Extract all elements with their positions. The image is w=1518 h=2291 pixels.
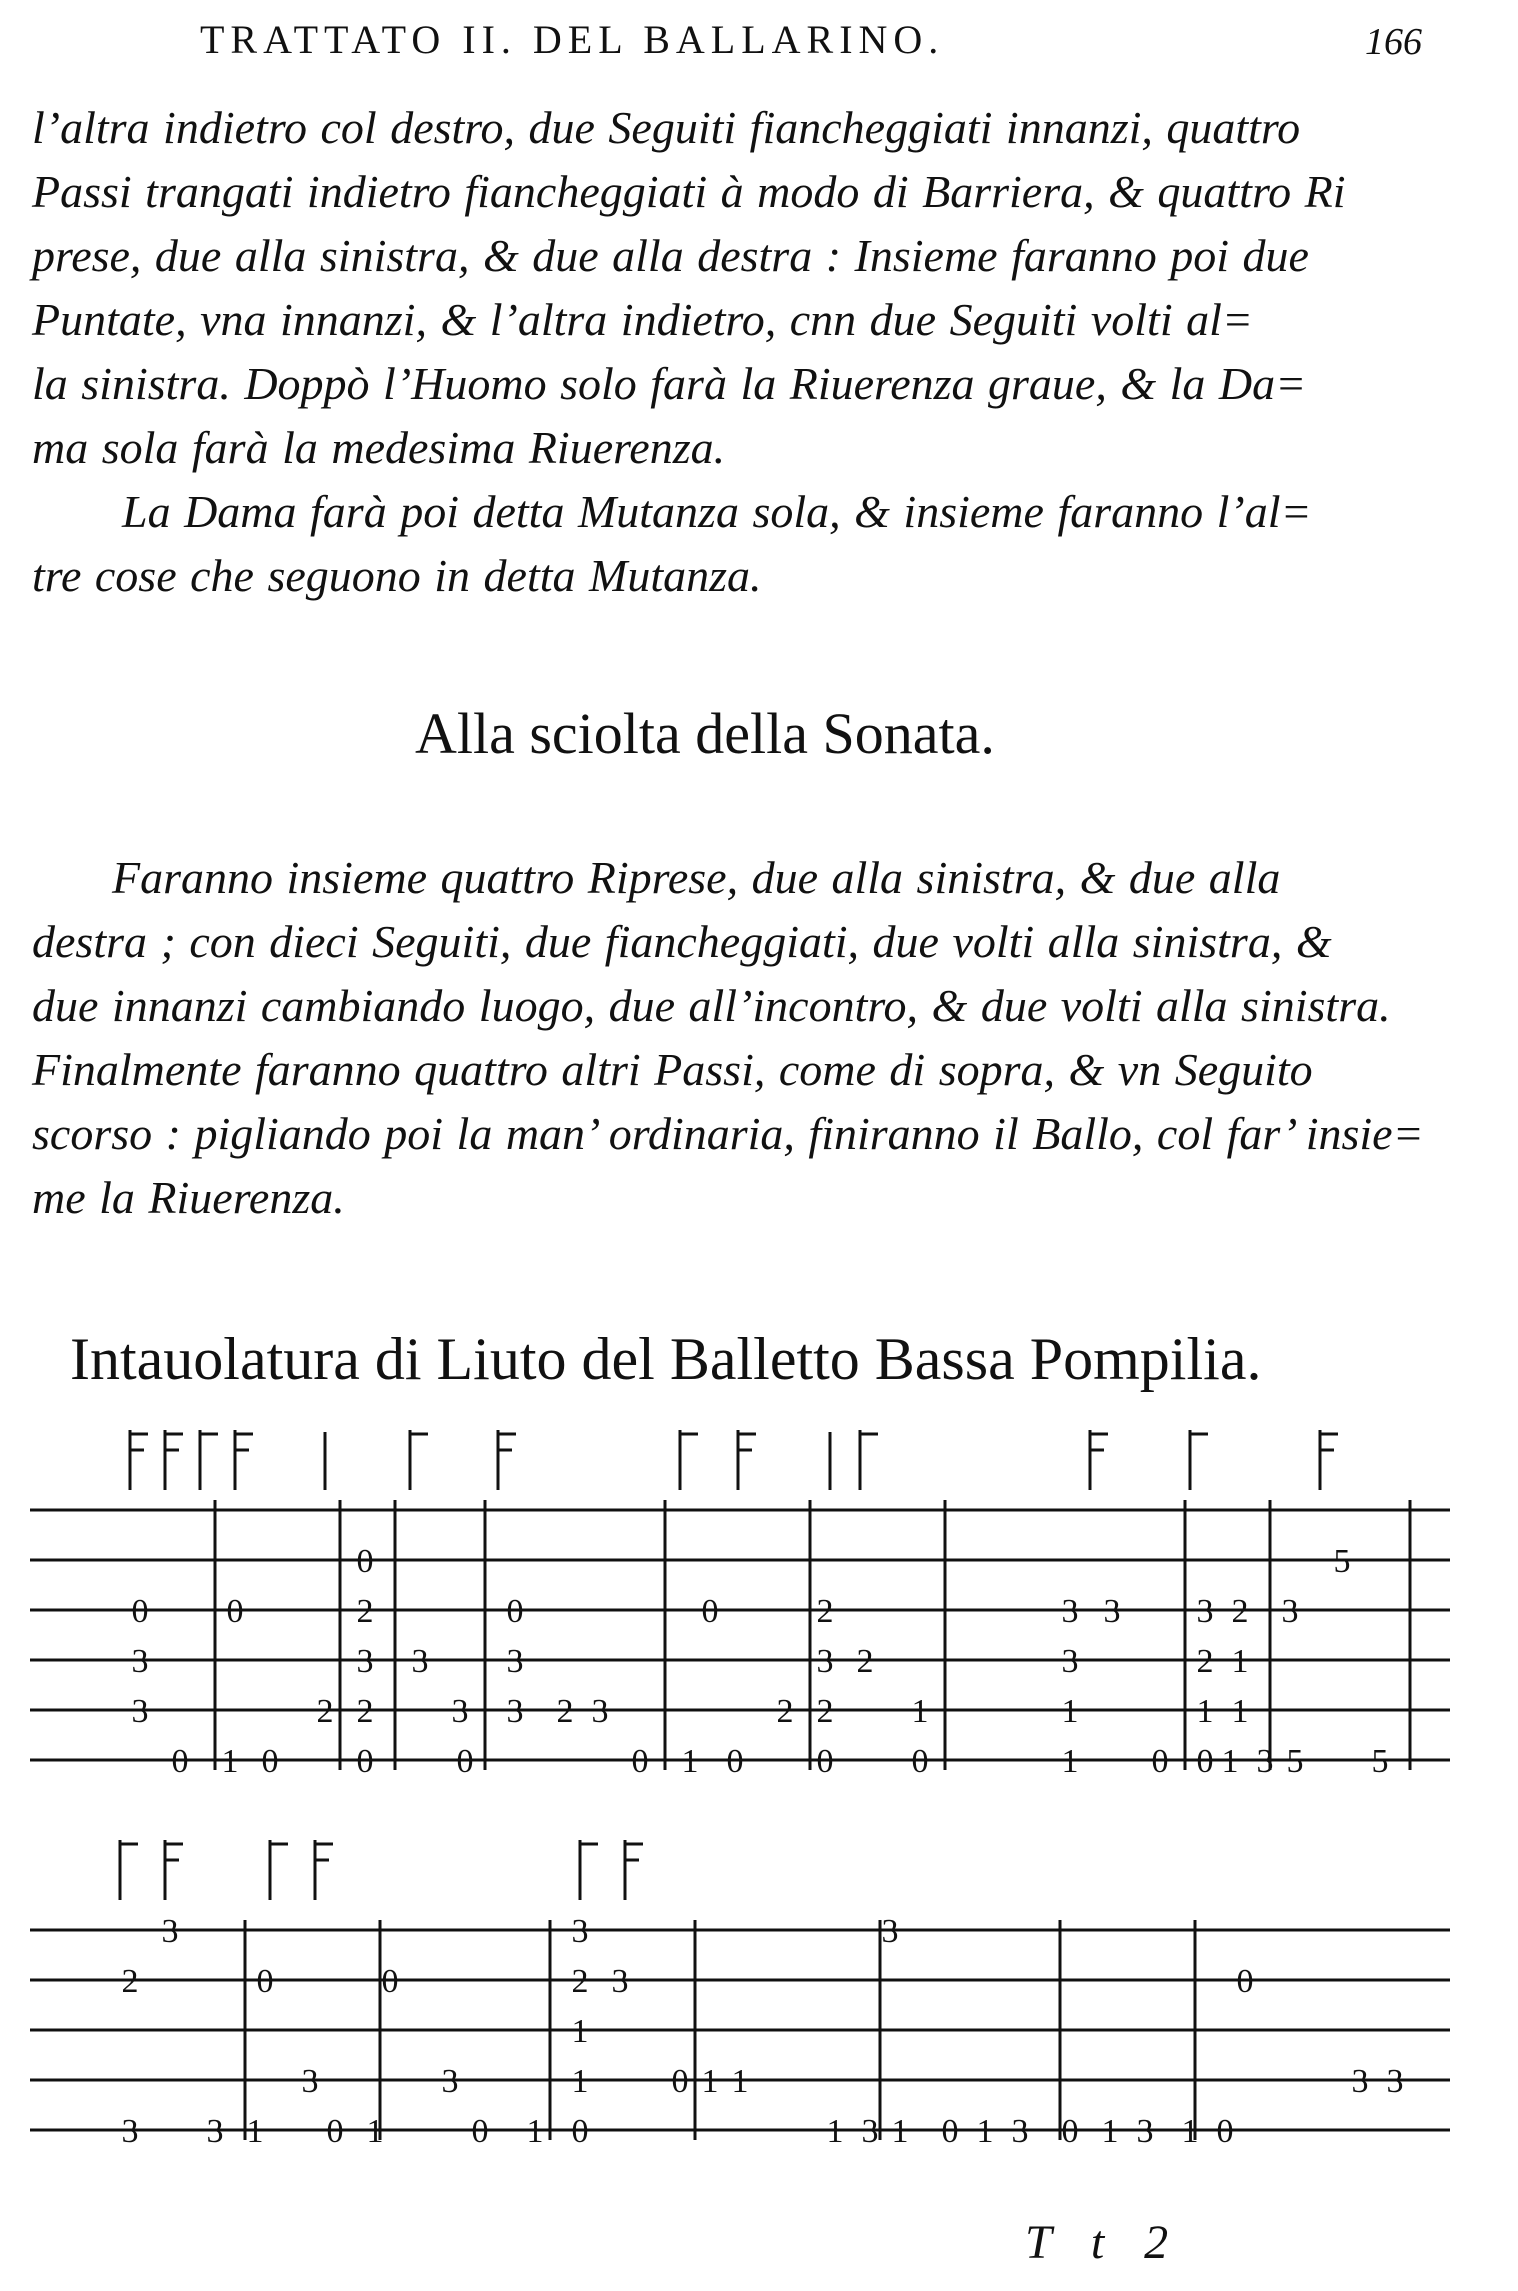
tab-number: 0 (571, 2113, 589, 2150)
tab-number: 3 (611, 1963, 629, 2000)
tab-number: 0 (256, 1963, 274, 2000)
tab-number: 0 (631, 1743, 649, 1780)
tab-number: 1 (1181, 2113, 1199, 2150)
tab-number: 1 (681, 1743, 699, 1780)
tab-number: 0 (1236, 1963, 1254, 2000)
text-line: Faranno insieme quattro Riprese, due alla sinistra, & due alla (112, 852, 1281, 903)
tab-number: 0 (326, 2113, 344, 2150)
tab-number: 5 (1371, 1743, 1389, 1780)
tab-number: 3 (161, 1913, 179, 1950)
tab-number: 3 (1281, 1593, 1299, 1630)
tab-number: 3 (121, 2113, 139, 2150)
tab-number: 0 (261, 1743, 279, 1780)
tab-number: 2 (816, 1693, 834, 1730)
tab-number: 1 (246, 2113, 264, 2150)
tab-number: 1 (1061, 1693, 1079, 1730)
rhythm-flags (130, 1430, 1338, 1490)
tab-number: 3 (1386, 2063, 1404, 2100)
tab-number: 3 (591, 1693, 609, 1730)
text-line: l’altra indietro col destro, due Seguiti fiancheggiati innanzi, quattro (32, 102, 1301, 153)
tab-number: 3 (206, 2113, 224, 2150)
tablature-system-2 (20, 1830, 1460, 2170)
tab-number: 3 (506, 1643, 524, 1680)
tablature-title: Intauolatura di Liuto del Balletto Bassa Pompilia. (70, 1326, 1262, 1392)
tab-number: 2 (856, 1643, 874, 1680)
tab-number: 3 (881, 1913, 899, 1950)
staff-lines (30, 1930, 1450, 2130)
tab-number: 3 (1136, 2113, 1154, 2150)
tab-number: 1 (911, 1693, 929, 1730)
tab-number: 0 (701, 1593, 719, 1630)
tab-number: 2 (1196, 1643, 1214, 1680)
tab-number: 1 (1221, 1743, 1239, 1780)
tab-number: 0 (816, 1743, 834, 1780)
tab-number: 0 (1216, 2113, 1234, 2150)
tab-number: 0 (671, 2063, 689, 2100)
text-line: tre cose che seguono in detta Mutanza. (32, 550, 762, 601)
tab-number: 1 (1231, 1643, 1249, 1680)
tab-number: 0 (726, 1743, 744, 1780)
text-line: scorso : pigliando poi la man’ ordinaria, finiranno il Ballo, col far’ insie= (32, 1108, 1424, 1159)
tab-number: 0 (356, 1543, 374, 1580)
tab-number: 1 (221, 1743, 239, 1780)
text-line: Finalmente faranno quattro altri Passi, come di sopra, & vn Seguito (32, 1044, 1313, 1095)
tab-number: 3 (506, 1693, 524, 1730)
text-line: destra ; con dieci Seguiti, due fiancheggiati, due volti alla sinistra, & (32, 916, 1332, 967)
tab-number: 3 (131, 1643, 149, 1680)
tab-number: 3 (1011, 2113, 1029, 2150)
tab-number: 0 (131, 1593, 149, 1630)
text-line: prese, due alla sinistra, & due alla destra : Insieme faranno poi due (32, 230, 1309, 281)
tab-number: 3 (301, 2063, 319, 2100)
tab-number: 2 (121, 1963, 139, 2000)
tab-number: 0 (356, 1743, 374, 1780)
tab-number: 2 (556, 1693, 574, 1730)
tab-number: 1 (1231, 1693, 1249, 1730)
tab-number: 1 (826, 2113, 844, 2150)
tab-number: 3 (816, 1643, 834, 1680)
tab-number: 0 (941, 2113, 959, 2150)
text-line: due innanzi cambiando luogo, due all’incontro, & due volti alla sinistra. (32, 980, 1391, 1031)
tab-number: 0 (471, 2113, 489, 2150)
tab-number: 0 (381, 1963, 399, 2000)
tab-number: 3 (1256, 1743, 1274, 1780)
tab-number: 3 (1061, 1643, 1079, 1680)
text-line: ma sola farà la medesima Riuerenza. (32, 422, 726, 473)
tab-number: 3 (1351, 2063, 1369, 2100)
tablature-system-1 (20, 1420, 1460, 1780)
tab-number: 1 (526, 2113, 544, 2150)
tab-number: 2 (356, 1593, 374, 1630)
tab-number: 3 (571, 1913, 589, 1950)
text-line: Passi trangati indietro fiancheggiati à modo di Barriera, & quattro Ri (32, 166, 1346, 217)
tab-number: 3 (861, 2113, 879, 2150)
tab-number: 1 (1061, 1743, 1079, 1780)
signature-mark: T t 2 (1025, 2216, 1169, 2269)
tab-number: 3 (1061, 1593, 1079, 1630)
paragraph-2 (32, 846, 1424, 1230)
tab-number: 0 (1196, 1743, 1214, 1780)
tab-number: 1 (891, 2113, 909, 2150)
page-number: 166 (1365, 21, 1422, 63)
tab-number: 0 (1151, 1743, 1169, 1780)
tab-number: 3 (1103, 1593, 1121, 1630)
tab-number: 0 (226, 1593, 244, 1630)
tab-number: 1 (976, 2113, 994, 2150)
tab-number: 1 (701, 2063, 719, 2100)
running-title: TRATTATO II. DEL BALLARINO. (200, 17, 945, 62)
tab-number: 2 (816, 1593, 834, 1630)
tab-number: 1 (366, 2113, 384, 2150)
text-line: la sinistra. Doppò l’Huomo solo farà la Riuerenza graue, & la Da= (32, 358, 1307, 409)
tab-number: 2 (356, 1693, 374, 1730)
tab-number: 3 (441, 2063, 459, 2100)
tab-number: 3 (451, 1693, 469, 1730)
tab-number: 3 (411, 1643, 429, 1680)
tab-number: 0 (506, 1593, 524, 1630)
tab-number: 2 (316, 1693, 334, 1730)
tab-number: 0 (1061, 2113, 1079, 2150)
tab-number: 3 (1196, 1593, 1214, 1630)
tab-number: 2 (1231, 1593, 1249, 1630)
text-line: me la Riuerenza. (32, 1172, 345, 1223)
tab-number: 1 (571, 2013, 589, 2050)
tab-number: 5 (1333, 1543, 1351, 1580)
paragraph-1 (32, 96, 1346, 608)
tab-number: 3 (356, 1643, 374, 1680)
tab-number: 1 (731, 2063, 749, 2100)
tab-number: 1 (1196, 1693, 1214, 1730)
tab-number: 0 (456, 1743, 474, 1780)
tab-number: 5 (1286, 1743, 1304, 1780)
text-line: La Dama farà poi detta Mutanza sola, & insieme faranno l’al= (122, 486, 1312, 537)
tab-number: 1 (1101, 2113, 1119, 2150)
section-heading: Alla sciolta della Sonata. (415, 701, 995, 766)
tab-number: 0 (171, 1743, 189, 1780)
tab-number: 2 (571, 1963, 589, 2000)
text-line: Puntate, vna innanzi, & l’altra indietro, cnn due Seguiti volti al= (32, 294, 1253, 345)
tab-number: 0 (911, 1743, 929, 1780)
tab-number: 1 (571, 2063, 589, 2100)
tab-number: 3 (131, 1693, 149, 1730)
rhythm-flags (120, 1840, 643, 1900)
tab-number: 2 (776, 1693, 794, 1730)
